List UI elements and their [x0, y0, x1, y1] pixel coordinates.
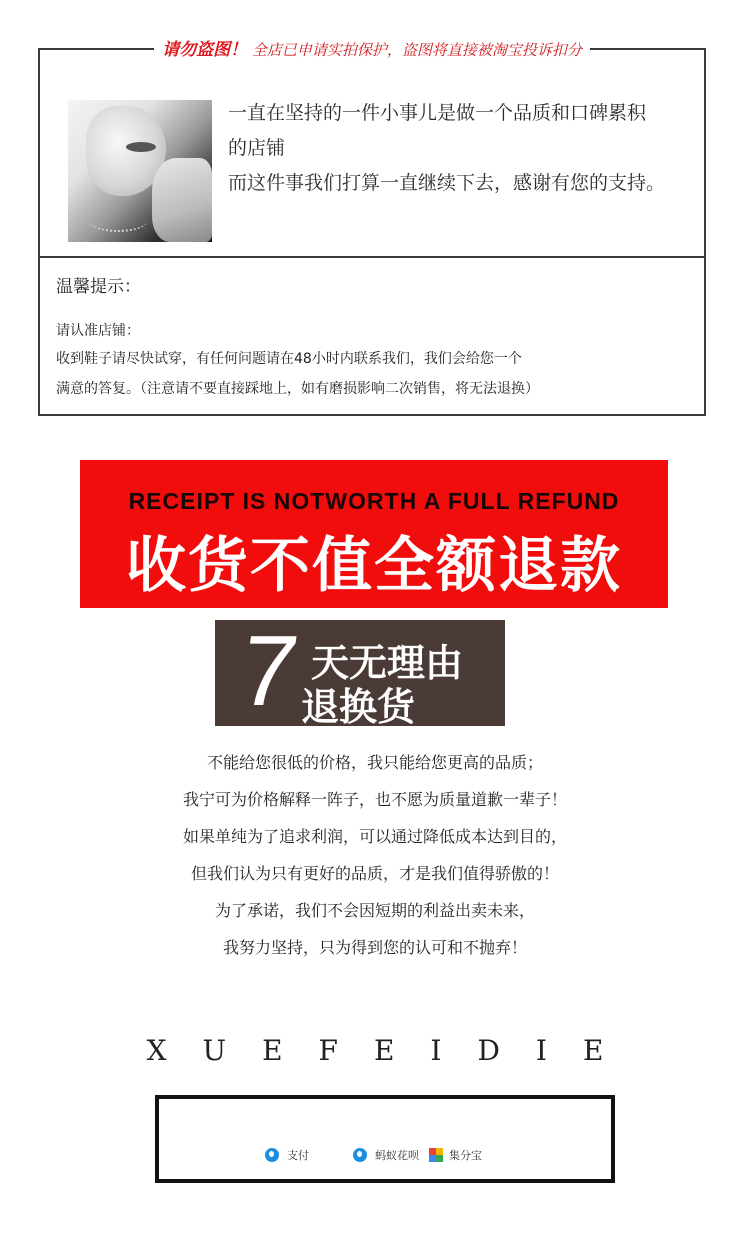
badge-line1: 天无理由: [311, 641, 464, 685]
banner-chinese: 收货不值全额退款: [126, 531, 622, 601]
huabei-icon: [353, 1148, 367, 1162]
philosophy-line: 不能给您很低的价格，我只能给您更高的品质；: [206, 753, 543, 772]
tips-line: 收到鞋子请尽快试穿，有任何问题请在48小时内联系我们，我们会给您一个: [56, 351, 522, 367]
intro-text: [228, 96, 703, 201]
payment-box: [155, 1095, 615, 1183]
payment-label: 集分宝: [449, 1149, 482, 1162]
legend-warning: 请勿盗图！: [162, 40, 248, 60]
payment-huabei: [353, 1147, 419, 1163]
brand-name: XUEFEIDIE: [146, 1034, 640, 1067]
model-photo: [68, 100, 212, 242]
intro-line: 一直在坚持的一件小事儿是做一个品质和口碑累积: [228, 102, 647, 124]
badge-number: 7: [233, 615, 305, 727]
philosophy-line: 如果单纯为了追求利润，可以通过降低成本达到目的，: [182, 827, 567, 846]
notice-box: [38, 40, 706, 416]
return-policy-badge: [215, 615, 505, 729]
legend-text: 全店已申请实拍保护，盗图将直接被淘宝投诉扣分: [251, 41, 582, 59]
philosophy-line: 我努力坚持，只为得到您的认可和不抛弃！: [222, 938, 527, 957]
jifenbao-icon: [429, 1148, 443, 1162]
payment-label: 蚂蚁花呗: [375, 1149, 419, 1162]
tips-line: 满意的答复。（注意请不要直接踩地上，如有磨损影响二次销售，将无法退换）: [56, 381, 539, 397]
intro-section: [40, 50, 704, 258]
philosophy-line: 为了承诺，我们不会因短期的利益出卖未来，: [214, 901, 535, 920]
payment-label: 支付: [287, 1149, 309, 1162]
intro-line: 的店铺: [228, 137, 286, 159]
payment-jifenbao: [429, 1147, 482, 1163]
banner-english: RECEIPT IS NOTWORTH A FULL REFUND: [128, 488, 620, 514]
refund-banner: [80, 460, 668, 608]
payment-alipay: [265, 1147, 309, 1163]
philosophy-line: 我宁可为价格解释一阵子，也不愿为质量道歉一辈子！: [182, 790, 567, 809]
tips-line: 请认准店铺：: [56, 323, 140, 339]
philosophy-text: [0, 744, 750, 966]
intro-line: 而这件事我们打算一直继续下去，感谢有您的支持。: [228, 172, 666, 194]
alipay-icon: [265, 1148, 279, 1162]
philosophy-line: 但我们认为只有更好的品质，才是我们值得骄傲的！: [190, 864, 559, 883]
badge-line2: 退换货: [301, 685, 416, 729]
tips-title: 温馨提示：: [56, 277, 141, 297]
